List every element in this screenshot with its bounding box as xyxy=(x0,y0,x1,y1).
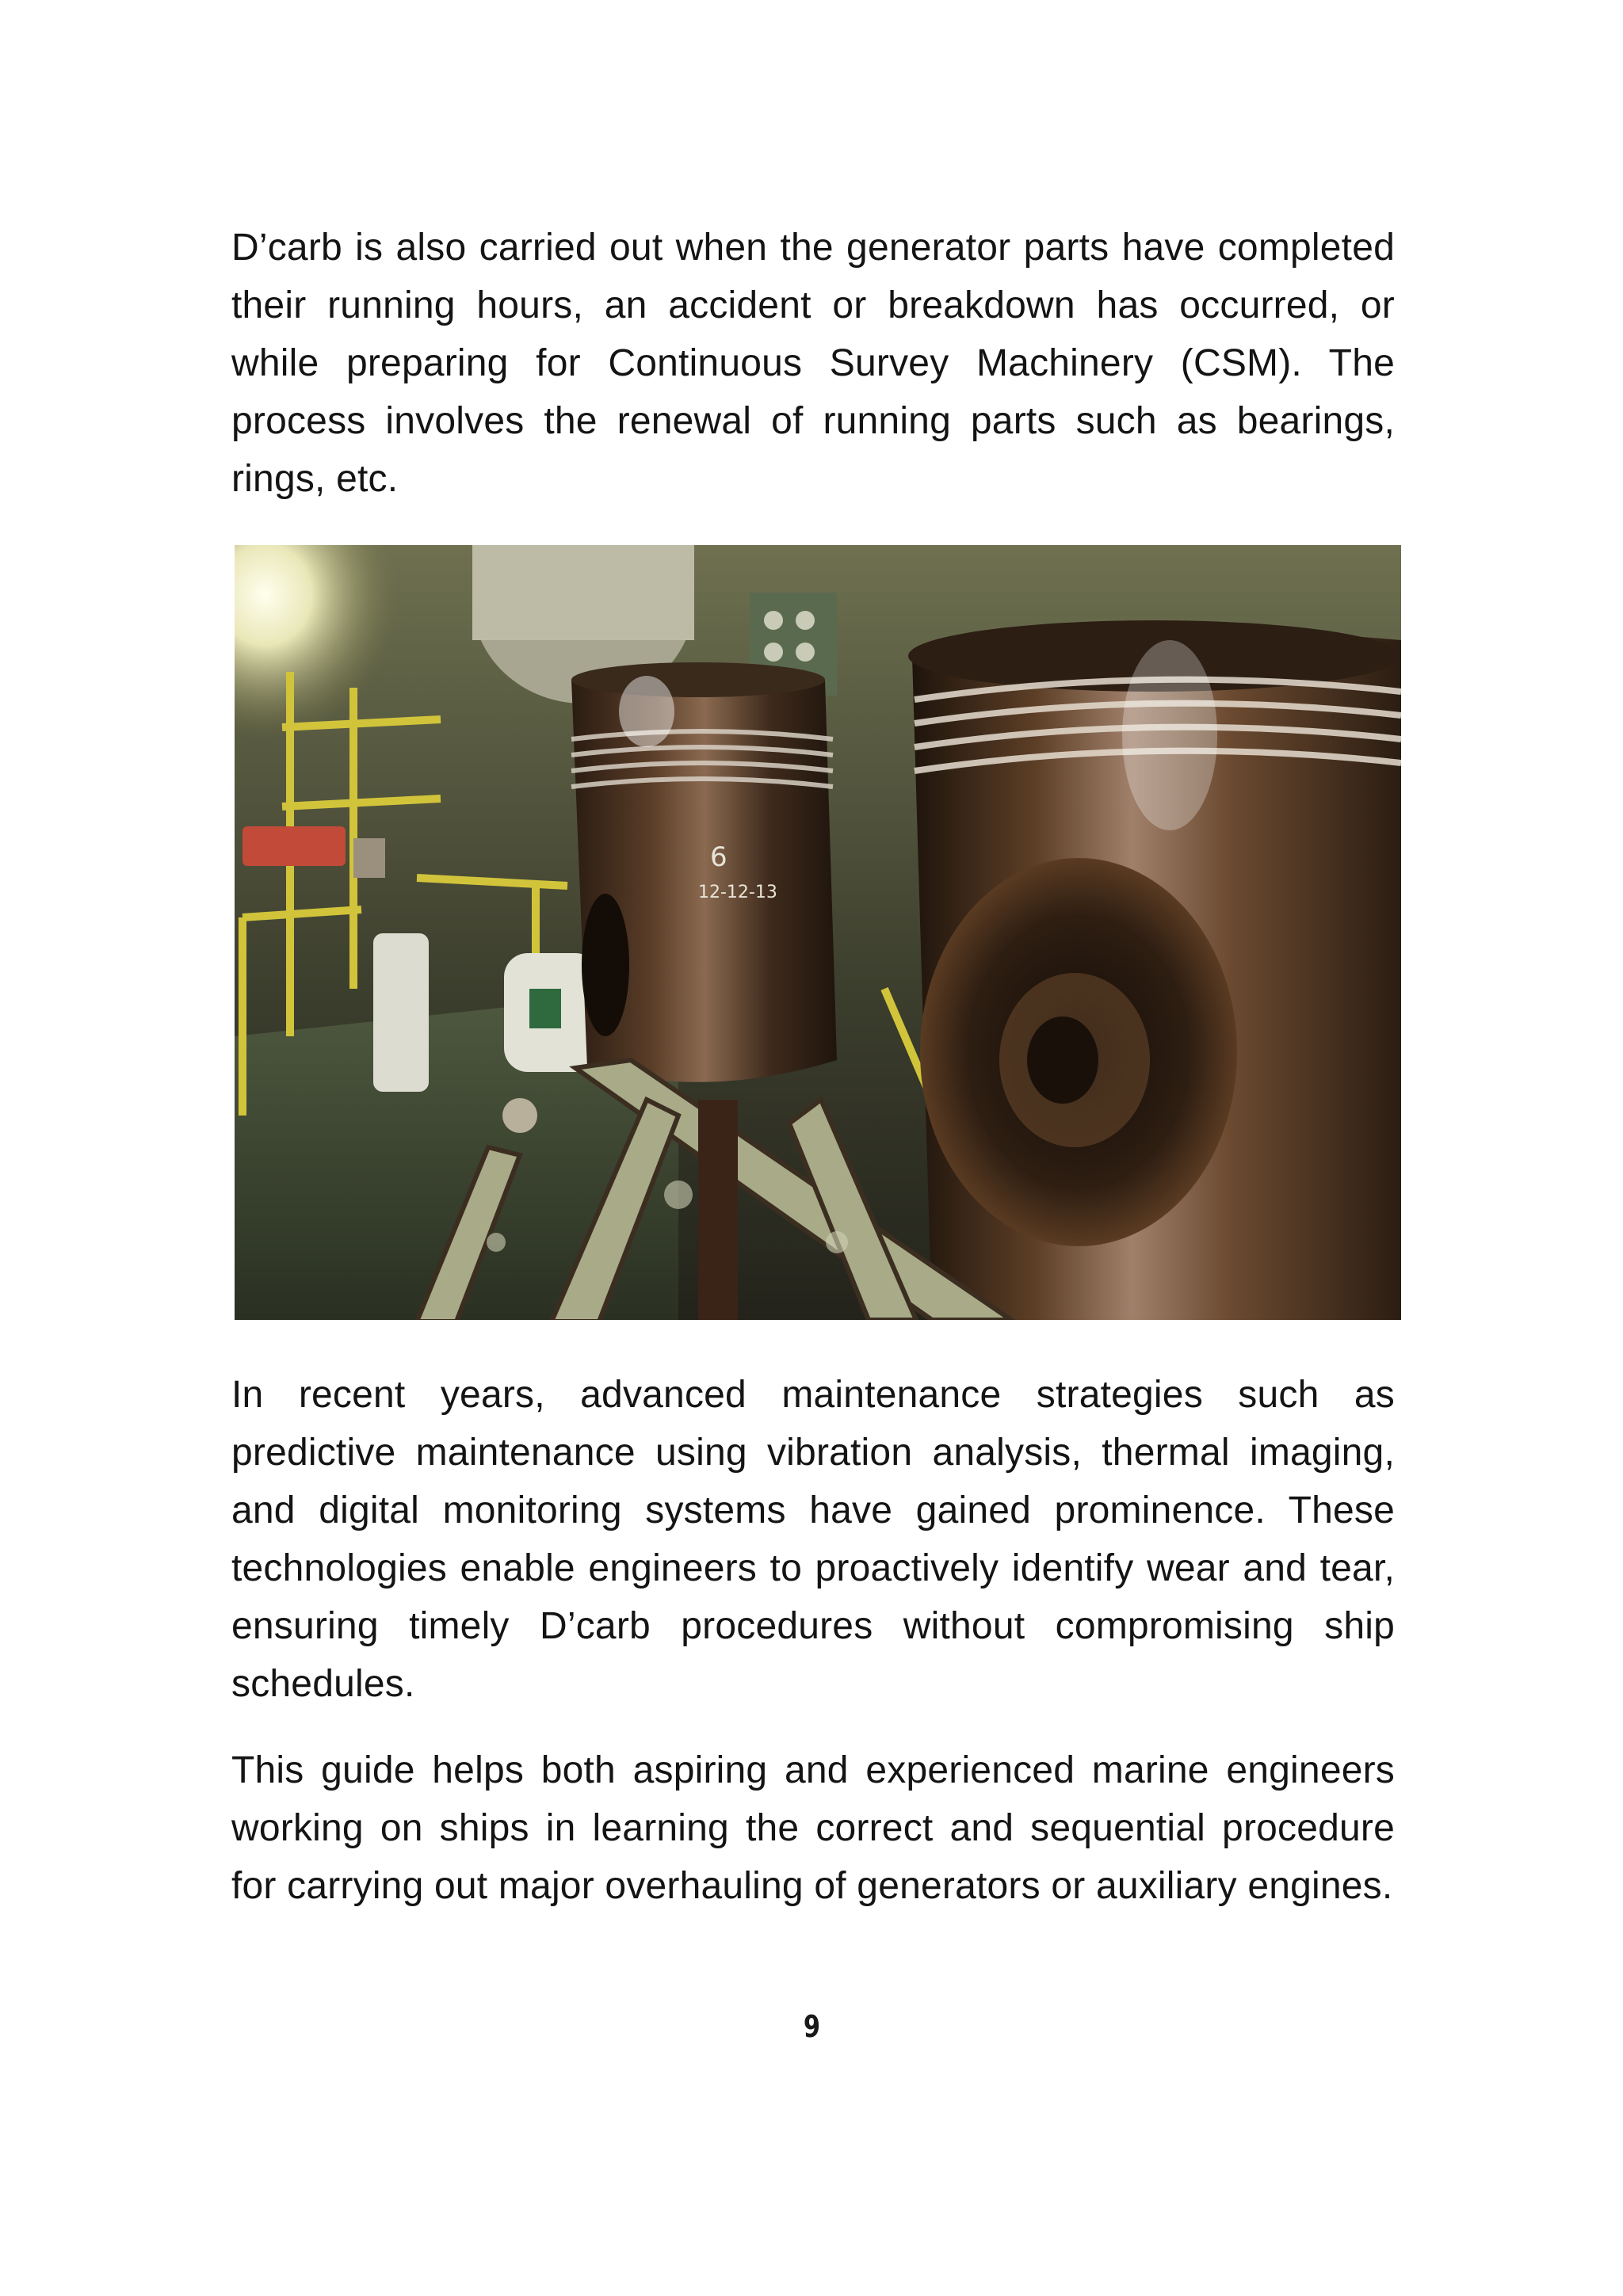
page-number: 9 xyxy=(803,2009,820,2044)
paragraph-advanced-maintenance: In recent years, advanced maintenance strategies such as predictive maintenance using vibration analysis, thermal imaging, and digital monitoring systems have gained prominence. These technologies enable engineers to proactively identify wear and tear, ensuring timely D’carb procedures without compromising ship schedules. xyxy=(231,1374,1395,1705)
piston-marking-date: 12-12-13 xyxy=(698,883,777,902)
engine-room-piston-photo xyxy=(235,545,1401,1320)
paragraph-dcarb-intro: D’carb is also carried out when the generator parts have completed their running hours, an accident or breakdown has occurred, or while preparing for Continuous Survey Machinery (CSM). The process involves the renewal of running parts such as bearings, rings, etc. xyxy=(231,227,1395,500)
paragraph-guide-purpose: This guide helps both aspiring and experienced marine engineers working on ships in learning the correct and sequential procedure for carrying out major overhauling of generators or auxiliary engines. xyxy=(231,1749,1395,1907)
piston-marking-number: 6 xyxy=(710,841,727,873)
